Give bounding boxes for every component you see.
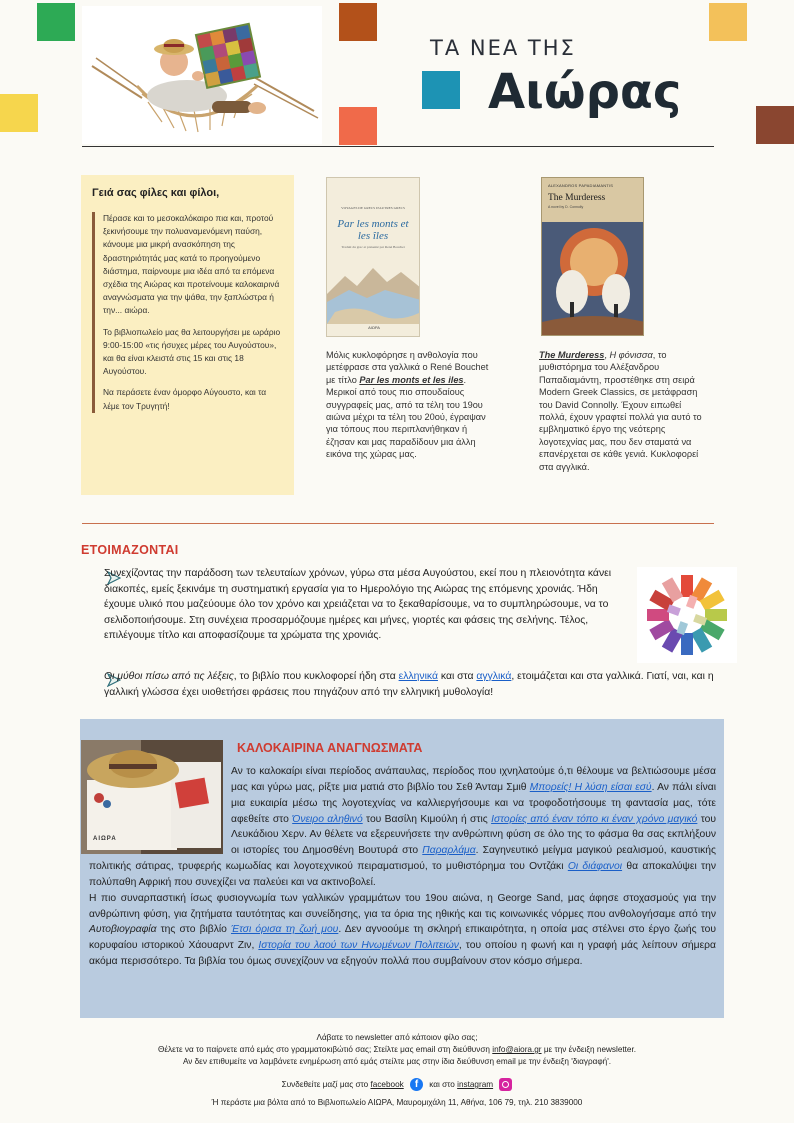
- book-link-mporeis[interactable]: Μπορείς! Η λύση είσαι εσύ: [529, 781, 652, 793]
- hammock-reader-illustration: [82, 6, 322, 144]
- decor-square-green: [37, 3, 75, 41]
- greeting-body: [92, 212, 283, 413]
- greeting-box: [81, 175, 294, 495]
- book-link-oi-diafanoi[interactable]: Οι διάφανοι: [567, 861, 623, 873]
- footer-line-1: Λάβατε το newsletter από κάποιον φίλο σας;: [316, 1033, 478, 1042]
- preparing-heading: ΕΤΟΙΜΑΖΟΝΤΑΙ: [81, 543, 179, 557]
- summer-readings-text: AIΩPA Αν το καλοκαίρι είναι περίοδος ανάπαυλας, περίοδος που ιχνηλατούμε ό,τι θέλουμε να βελτιώσουμε μέσα μας και γύρω μας, ρίξτε μια ματιά στο βιβλίο του Σεθ Άνταμ Σμιθ Μπορείς! Η λύση είσαι εσύ. Αν πάλι είναι μια ευκαιρία μέσω της λογοτεχνίας να καλλιεργήσουμε και να τροφοδοτήσουμε τη φαντασία μας, τότε αφεθείτε στο Όνειρο αληθινό του Βασίλη Κιμούλη ή στις Ιστορίες από έναν τόπο κι έναν χρόνο μαγικό του Λευκάδιου Χερν. Αν θέλετε να εξερευνήσετε την ανθρώπινη φύση σε όλο της το φάσμα θα σας εκπλήξουν οι ιστορίες του Δημοσθένη Βουτυρά στο Παραρλάμα. Σαγηνευτικό μείγμα μαγικού ρεαλισμού, καυστικής πολιτικής σάτιρας, τρυφερής κωμωδίας και λογοτεχνικού πειραματισμού, το μυθιστόρημα του Οντζάκι Οι διάφανοι θα αποκαλύψει την πολύπαθη Αφρική που συνεχίζει να παλεύει και να ακτινοβολεί. Η πιο συναρπαστική ίσως φυσιογνωμία των γαλλικών γραμμάτων του 19ου αιώνα, η George Sand, μας άφησε στοχασμούς για την ανθρώπινη φύση, για ζητήματα ταυτότητας και συνείδησης, για τα όρια της ηθικής και τις κοινωνικές νόρμες που ανθολογήσαμε από την Αυτοβιογραφία της στο βιβλίο Έτσι όρισα τη ζωή μου. Δεν αγνοούμε τη σκληρή επικαιρότητα, η οποία μας στέλνει στο έργο ζωής του κορυφαίου ιστορικού Χάουαρντ Ζιν, Ιστορία του λαού των Ηνωμένων Πολιτειών, του οποίου η φωνή και η γραφή μάς λείπουν σήμερα ακόμα περισσότερο. Τα βιβλία του όμως συνεχίζουν να εξηγούν πολλά που συμβαίνουν στον κόσμο σήμερα.: [89, 764, 716, 970]
- instagram-icon[interactable]: [499, 1078, 512, 1091]
- book2-cover-title: The Murderess: [548, 193, 606, 203]
- summer-hat-books-photo: [81, 740, 223, 854]
- section-divider: [82, 523, 714, 524]
- greeting-title: Γειά σας φίλες και φίλοι,: [92, 187, 220, 199]
- preparing-item-calendar: Συνεχίζοντας την παράδοση των τελευταίων χρόνων, γύρω στα μέσα Αυγούστου, εκεί που η πλειονότητα κάνει διακοπές, εμείς ξεκινάμε τη συστηματική εργασία για το Ημερολόγιο της Αιώρας της επόμενης χρονιάς. Ήδη έχουμε υλικό που μαζεύουμε όλο τον χρόνο και χρειάζεται να το ξεκαθαρίσουμε, να το συμπληρώσουμε, να το σελιδοποιήσουμε. Στη συνέχεια προσαρμόζουμε ημέρες και μήνες, γιορτές και φάσεις της σελήνης. Τέλος, επιλέγουμε τίτλο και αποφασίζουμε τα χρώματα της χρονιάς.: [104, 568, 612, 642]
- decor-square-rust: [339, 3, 377, 41]
- summer-readings-heading: ΚΑΛΟΚΑΙΡΙΝΑ ΑΝΑΓΝΩΣΜΑΤΑ: [237, 741, 423, 755]
- book1-cover-publisher: AIΩPA: [368, 325, 380, 330]
- footer-line-3: Αν δεν επιθυμείτε να λαμβάνετε ενημέρωση από εμάς στείλτε μας στην ίδια διεύθυνση email με την ένδειξη 'διαγραφή'.: [182, 1057, 612, 1066]
- book1-cover-subtitle: Traduit du grec et présenté par René Bouchet: [341, 245, 405, 249]
- book-cover-the-murderess[interactable]: [541, 177, 644, 336]
- preparing-item-myths: Οι μύθοι πίσω από τις λέξεις, το βιβλίο που κυκλοφορεί ήδη στα ελληνικά και στα αγγλικά, ετοιμάζεται και στα γαλλικά. Γιατί, ναι, και η γαλλική γλώσσα έχει υιοθετήσει φράσεις που πηγάζουν από την ελληνική μυθολογία!: [104, 671, 714, 698]
- book2-greek-title: Η φόνισσα: [609, 350, 653, 360]
- greeting-paragraph-3: Να περάσετε έναν όμορφο Αύγουστο, και τα λέμε τον Τρυγητή!: [103, 387, 267, 411]
- decor-square-brown: [756, 106, 794, 144]
- book2-title-link[interactable]: The Murderess: [539, 350, 605, 360]
- book-link-istories-magiko[interactable]: Ιστορίες από έναν τόπο κι έναν χρόνο μαγικό: [491, 813, 698, 825]
- decor-square-orange: [709, 3, 747, 41]
- book2-cover-subtitle: A novel by D. Connolly: [548, 205, 584, 209]
- book1-cover-title: Par les monts et les îles: [337, 218, 409, 242]
- decor-square-coral: [339, 107, 377, 145]
- footer-social: Συνδεθείτε μαζί μας στο facebook f και στο instagram: [0, 1078, 794, 1092]
- aiora-logo-on-book: AIΩPA: [93, 836, 117, 843]
- book-cover-par-les-monts[interactable]: [326, 177, 420, 337]
- book-link-pararlama[interactable]: Παραρλάμα: [422, 845, 476, 857]
- book-link-oneiro-alithino[interactable]: Όνειρο αληθινό: [292, 813, 363, 825]
- autobiography-title: Αυτοβιογραφία: [89, 924, 157, 936]
- book2-cover-author: ALEXANDROS PAPADIAMANTIS: [548, 183, 614, 188]
- book1-cover-series: VOYAGES DE GRECS D'AUTRES GRECS: [341, 206, 405, 210]
- instagram-link[interactable]: instagram: [457, 1080, 494, 1089]
- book2-description: The Murderess, Η φόνισσα, το μυθιστόρημα του Αλέξανδρου Παπαδιαμάντη, προστέθηκε στη σειρά Modern Greek Classics, σε μετάφραση του David Connolly. Έχουν ειπωθεί πολλά, έχουν γραφτεί πολλά για αυτό το εμβληματικό έργο της νεότερης λογοτεχνίας μας, που δεν σταματά να επανέρχεται σε κάθε γενιά. Κυκλοφορεί στα αγγλικά.: [539, 350, 702, 472]
- color-swatch-spiral-image: [637, 567, 737, 663]
- book-link-istoria-laou[interactable]: Ιστορία του λαού των Ηνωμένων Πολιτειών: [258, 940, 459, 952]
- facebook-icon[interactable]: f: [410, 1078, 423, 1091]
- myths-book-title: Οι μύθοι πίσω από τις λέξεις: [104, 671, 234, 682]
- decor-square-teal: [422, 71, 460, 109]
- book-link-etsi-orisa[interactable]: Έτσι όρισα τη ζωή μου: [230, 924, 339, 936]
- decor-square-yellow: [0, 94, 38, 132]
- greek-edition-link[interactable]: ελληνικά: [398, 671, 438, 682]
- english-edition-link[interactable]: αγγλικά: [476, 671, 512, 682]
- footer-line-2: Θέλετε να το παίρνετε από εμάς στο γραμματοκιβώτιό σας; Στείλτε μας email στη διεύθυνση info@aiora.gr με την ένδειξη newsletter.: [157, 1045, 637, 1054]
- greeting-paragraph-2: Το βιβλιοπωλείο μας θα λειτουργήσει με ωράριο 9:00-15:00 «τις ήσυχες μέρες του Αυγούστου», και θα είναι κλειστά στις 15 και στις 18 Αυγούστου.: [103, 326, 281, 377]
- book1-title-link[interactable]: Par les monts et les iles: [359, 374, 464, 385]
- footer-address: Ή περάστε μια βόλτα από το Βιβλιοπωλείο ΑΙΩΡΑ, Μαυρομιχάλη 11, Αθήνα, 106 79, τηλ. 210 3839000: [211, 1098, 583, 1107]
- header-divider: [82, 146, 714, 147]
- newsletter-title: Αιώρας: [488, 64, 682, 120]
- newsletter-title-prefix: ΤΑ ΝΕΑ ΤΗΣ: [430, 36, 576, 60]
- email-link[interactable]: info@aiora.gr: [492, 1045, 542, 1054]
- book1-description: Μόλις κυκλοφόρησε η ανθολογία που μετέφρασε στα γαλλικά ο René Bouchet με τίτλο Par les monts et les iles. Μερικοί από τους πιο σπουδαίους συγγραφείς μας, από τα τέλη του 19ου αιώνα μέχρι τα τέλη του 20ού, έγραψαν για τόπους που περιπλανήθηκαν ή έζησαν και μας παραδίδουν μια άλλη εικόνα της χώρας μας.: [326, 350, 489, 460]
- facebook-link[interactable]: facebook: [370, 1080, 404, 1089]
- greeting-paragraph-1: Πέρασε και το μεσοκαλόκαιρο πια και, προτού ξεκινήσουμε την πολυαναμενόμενη παύση, κάνουμε μια μικρή ανασκόπηση της δραστηριότητάς μας κατά το προηγούμενο διάστημα, παίρνουμε μια ιδέα από τα επόμενα σχέδια της Αιώρας και προτείνουμε καλοκαιρινά αναγνώσματα για την ψάθα, την ξαπλώστρα ή την... αιώρα.: [103, 213, 280, 316]
